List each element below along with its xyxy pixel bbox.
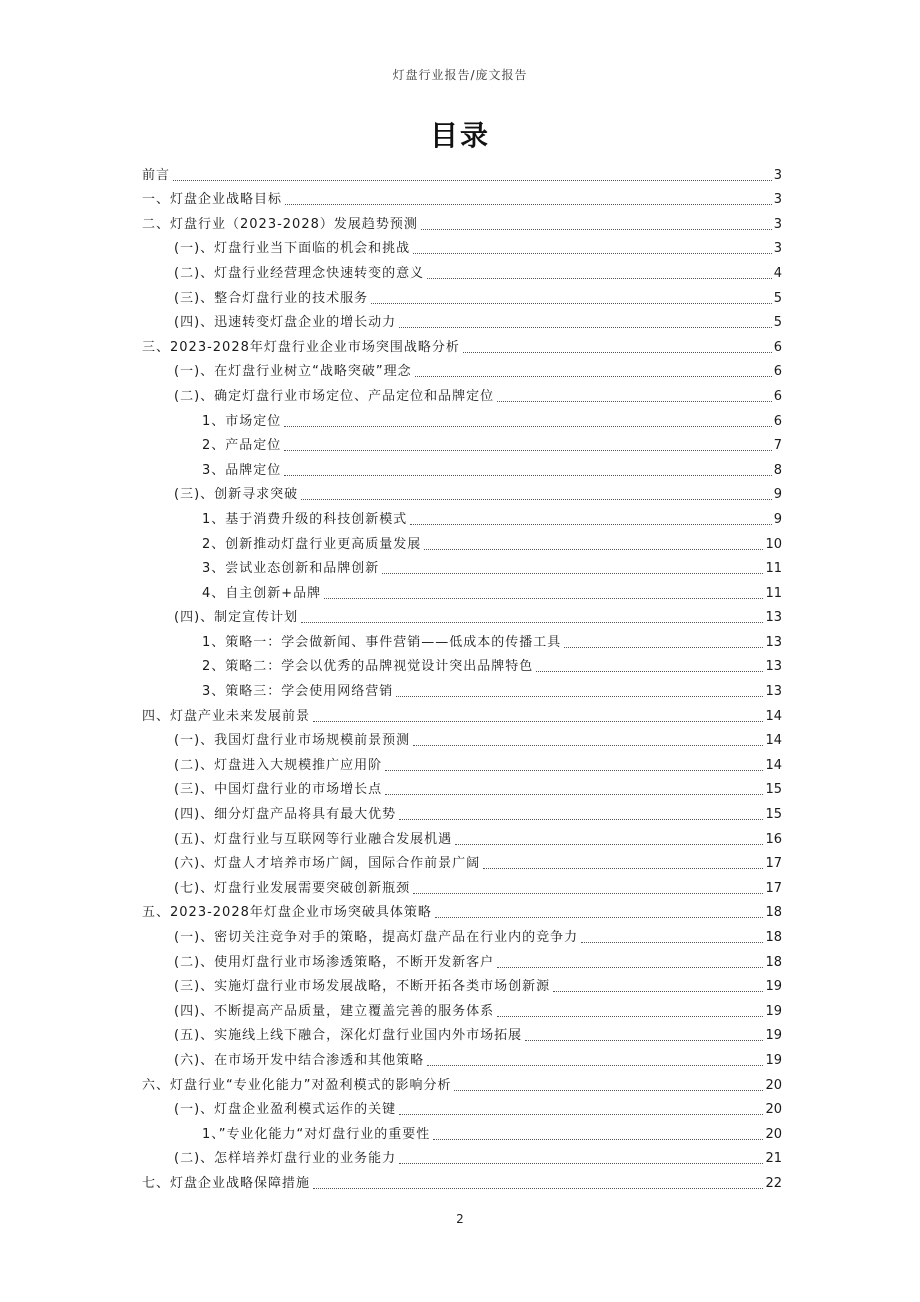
toc-entry-label: (四)、不断提高产品质量，建立覆盖完善的服务体系 [174,1003,495,1019]
toc-dot-leader [382,573,763,574]
toc-entry[interactable] [142,898,782,923]
toc-entry-page-number: 6 [773,413,782,429]
toc-dot-leader [399,1114,763,1115]
toc-entry[interactable] [142,701,782,726]
toc-entry-page-number: 20 [765,1102,782,1118]
toc-entry[interactable] [142,234,782,259]
toc-entry-page-number: 18 [765,954,782,970]
table-of-contents [142,160,782,1193]
toc-entry-page-number: 3 [773,216,782,232]
toc-entry-page-number: 18 [765,905,782,921]
toc-entry[interactable] [142,160,782,185]
toc-entry-page-number: 10 [765,536,782,552]
toc-dot-leader [463,352,772,353]
toc-entry-label: (二)、使用灯盘行业市场渗透策略，不断开发新客户 [174,954,495,970]
toc-dot-leader [435,917,764,918]
toc-entry-label: 1、策略一：学会做新闻、事件营销——低成本的传播工具 [202,634,562,650]
toc-entry-label: 3、品牌定位 [202,462,282,478]
toc-dot-leader [313,721,763,722]
toc-entry-label: 2、策略二：学会以优秀的品牌视觉设计突出品牌特色 [202,659,534,675]
toc-dot-leader [385,770,763,771]
toc-entry-label: 前言 [142,167,171,183]
toc-entry-page-number: 17 [765,880,782,896]
toc-entry-label: (六)、在市场开发中结合渗透和其他策略 [174,1052,425,1068]
toc-entry[interactable] [142,873,782,898]
toc-dot-leader [427,278,772,279]
toc-dot-leader [284,450,771,451]
toc-entry-label: 3、策略三：学会使用网络营销 [202,684,394,700]
toc-dot-leader [413,253,772,254]
toc-dot-leader [424,549,763,550]
toc-dot-leader [433,1139,763,1140]
toc-dot-leader [536,671,763,672]
toc-entry-label: 四、灯盘产业未来发展前景 [142,708,311,724]
toc-entry-page-number: 18 [765,930,782,945]
toc-entry[interactable] [142,431,782,456]
toc-entry[interactable] [142,824,782,849]
page-title: 目录 [429,119,490,152]
toc-entry[interactable] [142,185,782,210]
toc-entry[interactable] [142,283,782,308]
toc-dot-leader [301,499,772,500]
toc-dot-leader [525,1040,763,1041]
toc-entry-page-number: 3 [773,241,782,257]
toc-entry-page-number: 22 [765,1175,782,1191]
toc-entry[interactable] [142,209,782,234]
toc-dot-leader [553,991,763,992]
toc-entry-label: (三)、实施灯盘行业市场发展战略，不断开拓各类市场创新源 [174,979,551,995]
toc-entry-label: (三)、中国灯盘行业的市场增长点 [174,782,383,798]
toc-entry[interactable] [142,996,782,1021]
toc-dot-leader [497,401,772,402]
toc-entry-label: (二)、确定灯盘行业市场定位、产品定位和品牌定位 [174,388,495,404]
toc-entry-page-number: 14 [765,757,782,773]
toc-entry-label: (二)、灯盘行业经营理念快速转变的意义 [174,265,425,281]
toc-entry-label: 1、市场定位 [202,413,282,429]
toc-dot-leader [410,524,771,525]
toc-entry[interactable] [142,922,782,947]
toc-entry-page-number: 16 [765,831,782,847]
toc-entry-page-number: 17 [765,856,782,872]
toc-entry[interactable] [142,578,782,603]
toc-entry-page-number: 9 [773,487,782,503]
toc-dot-leader [396,696,763,697]
toc-entry-label: (三)、创新寻求突破 [174,487,299,503]
toc-entry[interactable] [142,308,782,333]
toc-entry-page-number: 9 [773,511,782,527]
toc-entry-label: (五)、灯盘行业与互联网等行业融合发展机遇 [174,831,453,847]
toc-entry[interactable] [142,455,782,480]
toc-dot-leader [301,622,763,623]
toc-entry[interactable] [142,406,782,431]
toc-entry-label: 2、产品定位 [202,438,282,454]
toc-entry-page-number: 19 [765,1003,782,1019]
toc-dot-leader [427,1065,763,1066]
toc-dot-leader [385,794,763,795]
toc-entry-page-number: 8 [773,462,782,478]
page-number: 2 [456,1212,464,1226]
toc-entry-label: (四)、制定宣传计划 [174,610,299,626]
toc-entry-label: 1、基于消费升级的科技创新模式 [202,511,408,527]
toc-entry-page-number: 13 [765,634,782,650]
toc-entry-page-number: 13 [765,659,782,675]
toc-entry-label: (二)、怎样培养灯盘行业的业务能力 [174,1151,397,1167]
toc-entry-label: 三、2023-2028年灯盘行业企业市场突围战略分析 [142,339,460,355]
toc-entry-page-number: 5 [773,290,782,306]
toc-dot-leader [313,1188,763,1189]
toc-dot-leader [284,426,771,427]
toc-dot-leader [173,180,772,181]
toc-entry-label: (五)、实施线上线下融合，深化灯盘行业国内外市场拓展 [174,1028,523,1044]
toc-entry[interactable] [142,947,782,972]
toc-entry-label: 一、灯盘企业战略目标 [142,192,283,208]
toc-dot-leader [413,745,763,746]
toc-entry-page-number: 19 [765,1028,782,1044]
toc-dot-leader [371,303,772,304]
toc-entry-label: (七)、灯盘行业发展需要突破创新瓶颈 [174,880,411,896]
toc-entry-label: (一)、我国灯盘行业市场规模前景预测 [174,733,411,749]
toc-entry-page-number: 6 [773,339,782,355]
toc-entry[interactable] [142,603,782,628]
toc-entry[interactable] [142,972,782,997]
toc-entry-page-number: 7 [773,438,782,454]
toc-entry[interactable] [142,676,782,701]
toc-dot-leader [497,967,763,968]
toc-dot-leader [581,942,763,943]
toc-dot-leader [413,893,763,894]
toc-dot-leader [421,229,772,230]
toc-entry-page-number: 15 [765,807,782,823]
toc-entry-label: 五、2023-2028年灯盘企业市场突破具体策略 [142,905,432,921]
toc-dot-leader [284,475,771,476]
toc-entry-label: (一)、灯盘企业盈利模式运作的关键 [174,1102,397,1118]
toc-entry-page-number: 20 [765,1126,782,1142]
toc-entry[interactable] [142,1119,782,1144]
toc-dot-leader [285,204,772,205]
toc-entry-label: 4、自主创新+品牌 [202,585,322,601]
toc-entry[interactable] [142,357,782,382]
toc-entry-label: (四)、迅速转变灯盘企业的增长动力 [174,315,397,331]
toc-entry-page-number: 21 [765,1151,782,1167]
toc-dot-leader [454,1090,763,1091]
toc-entry[interactable] [142,726,782,751]
running-header: 灯盘行业报告/庞文报告 [392,68,528,82]
toc-dot-leader [399,819,763,820]
toc-entry-label: (二)、灯盘进入大规模推广应用阶 [174,757,383,773]
toc-entry[interactable] [142,504,782,529]
toc-entry-page-number: 13 [765,684,782,700]
toc-dot-leader [497,1016,763,1017]
toc-entry[interactable] [142,1095,782,1120]
toc-entry-label: (三)、整合灯盘行业的技术服务 [174,290,369,306]
toc-entry[interactable] [142,529,782,554]
toc-entry[interactable] [142,381,782,406]
toc-entry-label: 1、”专业化能力“对灯盘行业的重要性 [202,1126,431,1142]
toc-entry[interactable] [142,1045,782,1070]
toc-entry-page-number: 3 [773,167,782,183]
toc-entry[interactable] [142,1144,782,1169]
toc-entry[interactable] [142,554,782,579]
toc-entry-label: (一)、密切关注竞争对手的策略，提高灯盘产品在行业内的竞争力 [174,930,579,945]
toc-dot-leader [415,376,772,377]
toc-entry-label: 2、创新推动灯盘行业更高质量发展 [202,536,422,552]
toc-entry-label: 二、灯盘行业（2023-2028）发展趋势预测 [142,216,418,232]
toc-entry-page-number: 5 [773,315,782,331]
toc-entry[interactable] [142,652,782,677]
toc-dot-leader [564,647,763,648]
toc-entry-label: (六)、灯盘人才培养市场广阔，国际合作前景广阔 [174,856,481,872]
toc-entry-label: (四)、细分灯盘产品将具有最大优势 [174,807,397,823]
toc-entry[interactable] [142,258,782,283]
toc-entry-label: 六、灯盘行业“专业化能力”对盈利模式的影响分析 [142,1077,452,1093]
toc-entry-page-number: 14 [765,733,782,749]
toc-entry-page-number: 19 [765,979,782,995]
toc-entry[interactable] [142,775,782,800]
toc-entry[interactable] [142,332,782,357]
toc-entry[interactable] [142,1021,782,1046]
toc-entry-page-number: 20 [765,1077,782,1093]
toc-dot-leader [399,1163,763,1164]
toc-entry-page-number: 14 [765,708,782,724]
toc-entry-label: 3、尝试业态创新和品牌创新 [202,561,380,577]
toc-entry[interactable] [142,1070,782,1095]
toc-entry-page-number: 6 [773,364,782,380]
toc-dot-leader [324,598,763,599]
toc-dot-leader [483,868,763,869]
toc-entry-label: (一)、灯盘行业当下面临的机会和挑战 [174,241,411,257]
toc-entry-page-number: 3 [773,192,782,208]
toc-entry-page-number: 13 [765,610,782,626]
toc-entry-page-number: 11 [765,585,782,601]
toc-entry-page-number: 15 [765,782,782,798]
toc-entry[interactable] [142,1168,782,1193]
toc-entry-page-number: 11 [765,561,782,577]
toc-dot-leader [455,844,763,845]
toc-entry[interactable] [142,849,782,874]
toc-entry[interactable] [142,799,782,824]
toc-entry-label: (一)、在灯盘行业树立“战略突破”理念 [174,364,412,380]
toc-entry-page-number: 19 [765,1052,782,1068]
toc-entry-page-number: 6 [773,388,782,404]
toc-dot-leader [399,327,772,328]
toc-entry-label: 七、灯盘企业战略保障措施 [142,1175,311,1191]
toc-entry-page-number: 4 [773,265,782,281]
toc-entry[interactable] [142,627,782,652]
toc-entry[interactable] [142,480,782,505]
toc-entry[interactable] [142,750,782,775]
